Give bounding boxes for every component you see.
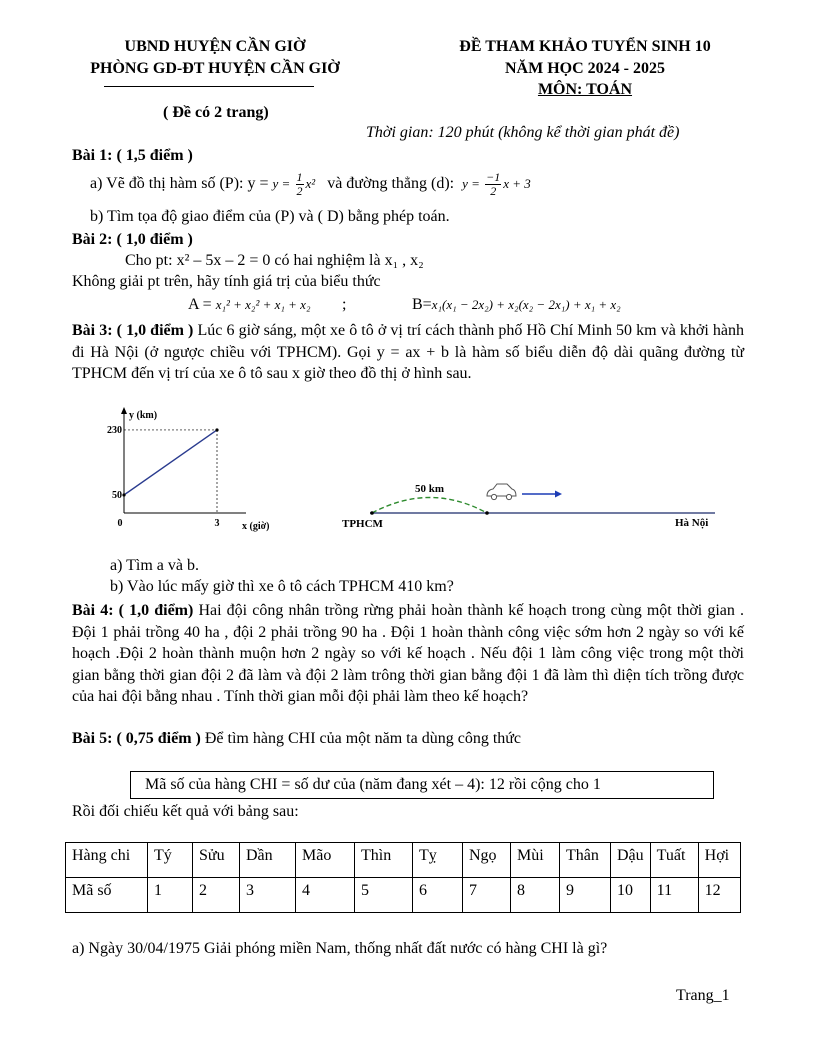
table-header-cell: Hàng chi bbox=[66, 843, 148, 878]
x-tick-label: 3 bbox=[214, 518, 220, 529]
point-end bbox=[215, 428, 218, 431]
table-cell: Mùi bbox=[511, 843, 560, 878]
bai2-A-expr: x₁² + x₂² + x₁ + x₂ bbox=[215, 297, 311, 312]
bai2-B-label: B= bbox=[412, 296, 432, 313]
y-tick-label: 230 bbox=[107, 424, 122, 436]
table-header-cell: Mã số bbox=[66, 878, 148, 913]
table-cell: 4 bbox=[296, 878, 355, 913]
table-cell: Thìn bbox=[355, 843, 413, 878]
table-cell: 10 bbox=[611, 878, 651, 913]
distance-label: 50 km bbox=[415, 483, 445, 495]
bai5-heading bbox=[72, 730, 521, 748]
table-cell: 5 bbox=[355, 878, 413, 913]
table-cell: 1 bbox=[148, 878, 193, 913]
subject: MÔN: TOÁN bbox=[537, 81, 633, 98]
bai1-a bbox=[90, 170, 531, 198]
exam-time: Thời gian: 120 phút (không kể thời gian phát đề) bbox=[366, 124, 680, 141]
bai1-p-fraction bbox=[296, 171, 304, 198]
bai4-title: Bài 4: ( 1,0 điểm) bbox=[72, 602, 194, 619]
bai2-title: Bài 2: ( 1,0 điểm ) bbox=[72, 231, 193, 248]
bai1-p-tail: x² bbox=[305, 176, 316, 191]
distance-arc bbox=[372, 498, 487, 514]
x-axis-label: x (giờ) bbox=[242, 521, 270, 532]
bai1-d-fraction bbox=[485, 171, 501, 198]
chi-table bbox=[65, 842, 741, 913]
table-cell: Dần bbox=[240, 843, 296, 878]
bai2-expression-B bbox=[412, 296, 621, 314]
bai1-d-den: 2 bbox=[490, 183, 497, 198]
bai3-text: Lúc 6 giờ sáng, một xe ô tô ở vị trí cách thành phố Hồ Chí Minh 50 km và khởi hành đi Hà Nội (ở ngược chiều với TPHCM). Gọi y = ax + b là hàm số biểu diễn độ dài quãng đường từ TPHCM đến vị trí của xe ô tô sau x giờ theo đồ thị ở hình sau. bbox=[72, 322, 745, 382]
start-point bbox=[370, 511, 374, 515]
table-row bbox=[66, 878, 741, 913]
exam-title: ĐỀ THAM KHẢO TUYỂN SINH 10 bbox=[459, 38, 711, 55]
table-cell: Hợi bbox=[698, 843, 740, 878]
y-axis-label: y (km) bbox=[129, 410, 158, 421]
table-cell: 7 bbox=[463, 878, 511, 913]
y-tick-label: 50 bbox=[112, 489, 122, 501]
bai5-question-a: a) Ngày 30/04/1975 Giải phóng miền Nam, thống nhất đất nước có hàng CHI là gì? bbox=[72, 940, 608, 957]
bai1-a-prefix: a) Vẽ đồ thị hàm số (P): y = bbox=[90, 175, 273, 192]
bai3-question-b: b) Vào lúc mấy giờ thì xe ô tô cách TPHCM 410 km? bbox=[110, 578, 454, 595]
direction-arrow-head bbox=[555, 491, 562, 498]
bai1-p-den: 2 bbox=[296, 183, 303, 198]
bai2-equation: Cho pt: x² – 5x – 2 = 0 có hai nghiệm là x₁ , x₂ bbox=[125, 252, 424, 269]
series-line bbox=[124, 430, 217, 495]
table-cell: Mão bbox=[296, 843, 355, 878]
bai1-d-tail: x + 3 bbox=[503, 176, 531, 191]
distance-time-graph bbox=[96, 405, 296, 535]
department-name: UBND HUYỆN CẦN GIỜ bbox=[124, 38, 306, 55]
bai1-p-num: 1 bbox=[296, 169, 303, 184]
table-row bbox=[66, 843, 741, 878]
bai1-b: b) Tìm tọa độ giao điểm của (P) và ( D) bằng phép toán. bbox=[90, 208, 450, 225]
bai1-p-func: y = bbox=[272, 176, 294, 191]
table-cell: Ngọ bbox=[463, 843, 511, 878]
bai2-instruction: Không giải pt trên, hãy tính giá trị của biểu thức bbox=[72, 273, 381, 290]
formula-box: Mã số của hàng CHI = số dư của (năm đang xét – 4): 12 rồi cộng cho 1 bbox=[130, 771, 714, 799]
table-cell: Thân bbox=[560, 843, 611, 878]
bai4-text: Hai đội công nhân trồng rừng phải hoàn thành kế hoạch trong cùng một thời gian . Đội 1 phải trồng 40 ha , đội 2 phải trồng 90 ha . Đội 1 hoàn thành công việc sớm hơn 2 ngày so với kế hoạch .Đội 2 hoàn thành muộn hơn 2 ngày so với kế hoạch . Nếu đội 1 làm công việc trong một thời gian bằng thời gian đội 2 đã làm và đội 2 làm trông thời gian bằng đội 1 đã làm thì diện tích trồng được của hai đội bằng nhau . Tính thời gian mỗi đội phải làm theo kế hoạch? bbox=[72, 602, 745, 705]
pages-note: ( Đề có 2 trang) bbox=[163, 104, 269, 121]
table-cell: Tỵ bbox=[413, 843, 463, 878]
page-number: Trang_1 bbox=[676, 987, 730, 1004]
bai1-title: Bài 1: ( 1,5 điểm ) bbox=[72, 147, 193, 164]
label-hanoi: Hà Nội bbox=[675, 517, 709, 529]
bai1-d-num: −1 bbox=[486, 169, 501, 184]
table-cell: 8 bbox=[511, 878, 560, 913]
school-year: NĂM HỌC 2024 - 2025 bbox=[505, 60, 665, 77]
table-cell: 2 bbox=[193, 878, 240, 913]
bai3-question-a: a) Tìm a và b. bbox=[110, 557, 200, 574]
bai3-paragraph bbox=[72, 320, 744, 385]
table-cell: 3 bbox=[240, 878, 296, 913]
point-start bbox=[122, 493, 125, 496]
table-cell: Tuất bbox=[650, 843, 698, 878]
bai1-d-func: y = bbox=[462, 176, 484, 191]
table-cell: 12 bbox=[698, 878, 740, 913]
bai4-paragraph bbox=[72, 600, 744, 708]
header-divider bbox=[104, 86, 314, 87]
table-cell: Tý bbox=[148, 843, 193, 878]
bai2-A-label: A = bbox=[188, 296, 216, 313]
car-icon bbox=[487, 484, 516, 500]
bai5-compare-text: Rồi đối chiếu kết quả với bảng sau: bbox=[72, 803, 299, 820]
table-cell: 9 bbox=[560, 878, 611, 913]
route-illustration bbox=[330, 470, 730, 535]
label-tphcm: TPHCM bbox=[342, 518, 383, 530]
bai3-title: Bài 3: ( 1,0 điểm ) bbox=[72, 322, 194, 339]
bai2-B-expr: x₁(x₁ − 2x₂) + x₂(x₂ − 2x₁) + x₁ + x₂ bbox=[431, 297, 621, 312]
bai2-separator: ; bbox=[342, 296, 347, 313]
bai5-title: Bài 5: ( 0,75 điểm ) bbox=[72, 730, 201, 747]
bai5-intro: Để tìm hàng CHI của một năm ta dùng công thức bbox=[200, 730, 522, 747]
table-cell: Dậu bbox=[611, 843, 651, 878]
table-cell: 11 bbox=[650, 878, 698, 913]
x-tick-label: 0 bbox=[117, 518, 123, 529]
office-name: PHÒNG GD-ĐT HUYỆN CẦN GIỜ bbox=[90, 60, 340, 77]
table-cell: Sửu bbox=[193, 843, 240, 878]
car-point bbox=[485, 511, 489, 515]
y-axis-arrow bbox=[121, 407, 127, 414]
bai1-a-mid: và đường thẳng (d): bbox=[327, 175, 459, 192]
table-cell: 6 bbox=[413, 878, 463, 913]
bai2-expression-A bbox=[188, 296, 310, 314]
